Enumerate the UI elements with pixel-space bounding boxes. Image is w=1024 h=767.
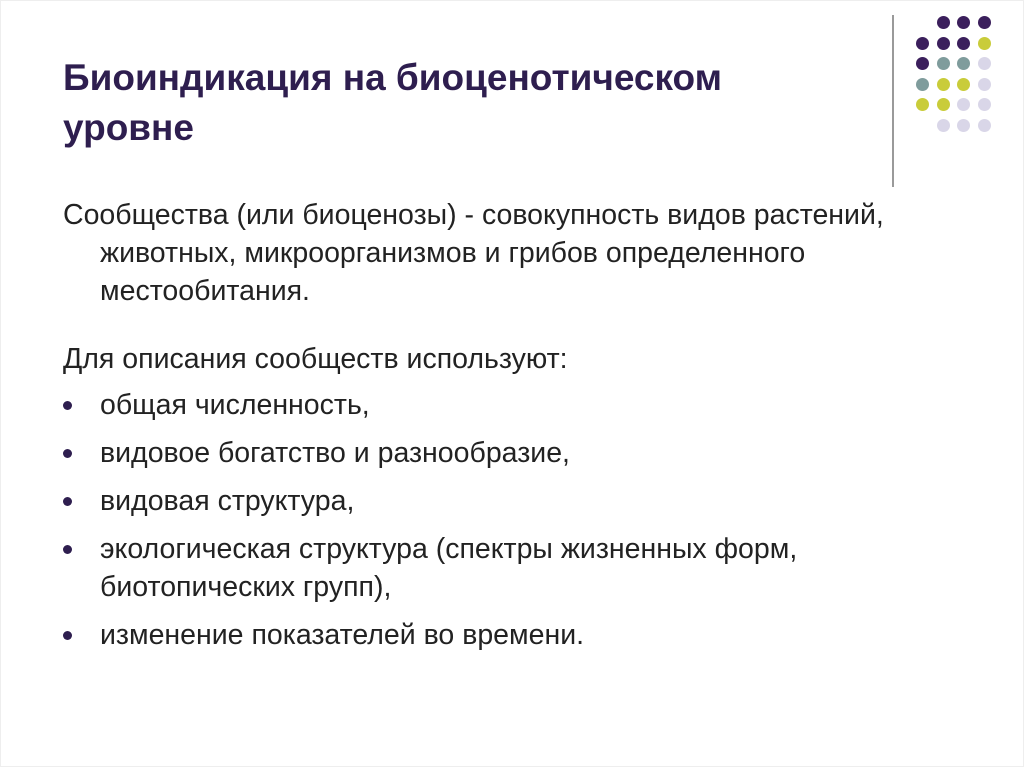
bullet-icon [63, 545, 72, 554]
decorative-dot [937, 98, 950, 111]
decorative-dot [957, 119, 970, 132]
list-item-text: видовая структура, [100, 485, 355, 517]
decorative-dot [978, 78, 991, 91]
list-item-text: экологическая структура (спектры жизненных форм, биотопических групп), [100, 533, 798, 603]
decorative-dot [957, 16, 970, 29]
decorative-dot [978, 119, 991, 132]
bullet-icon [63, 631, 72, 640]
slide-body [63, 196, 963, 664]
decorative-dot [916, 57, 929, 70]
decorative-dot [916, 98, 929, 111]
list-item [63, 530, 963, 606]
list-item-text: изменение показателей во времени. [100, 619, 585, 651]
decorative-dot [937, 37, 950, 50]
decorative-dot [957, 78, 970, 91]
definition-paragraph: Сообщества (или биоценозы) - совокупность видов растений, животных, микроорганизмов и грибов определенного местообитания. [63, 199, 884, 307]
decorative-divider [892, 15, 894, 187]
bullet-icon [63, 449, 72, 458]
bullet-list [63, 386, 963, 654]
slide-title: Биоиндикация на биоценотическом уровне [63, 57, 723, 148]
decorative-dot [937, 119, 950, 132]
list-item [63, 482, 963, 520]
decorative-dot [957, 37, 970, 50]
list-intro: Для описания сообществ используют: [63, 343, 568, 375]
list-item [63, 386, 963, 424]
list-item-text: видовое богатство и разнообразие, [100, 437, 570, 469]
decorative-dot [978, 98, 991, 111]
decorative-dot [937, 16, 950, 29]
decorative-dot [916, 37, 929, 50]
bullet-icon [63, 401, 72, 410]
decorative-dot [957, 57, 970, 70]
decorative-dot [937, 57, 950, 70]
list-item [63, 616, 963, 654]
bullet-icon [63, 497, 72, 506]
decorative-dot [957, 98, 970, 111]
decorative-dot [916, 78, 929, 91]
decorative-dot [978, 37, 991, 50]
decorative-dot [978, 16, 991, 29]
list-item-text: общая численность, [100, 389, 370, 421]
list-item [63, 434, 963, 472]
decorative-dot [937, 78, 950, 91]
decorative-dot [978, 57, 991, 70]
